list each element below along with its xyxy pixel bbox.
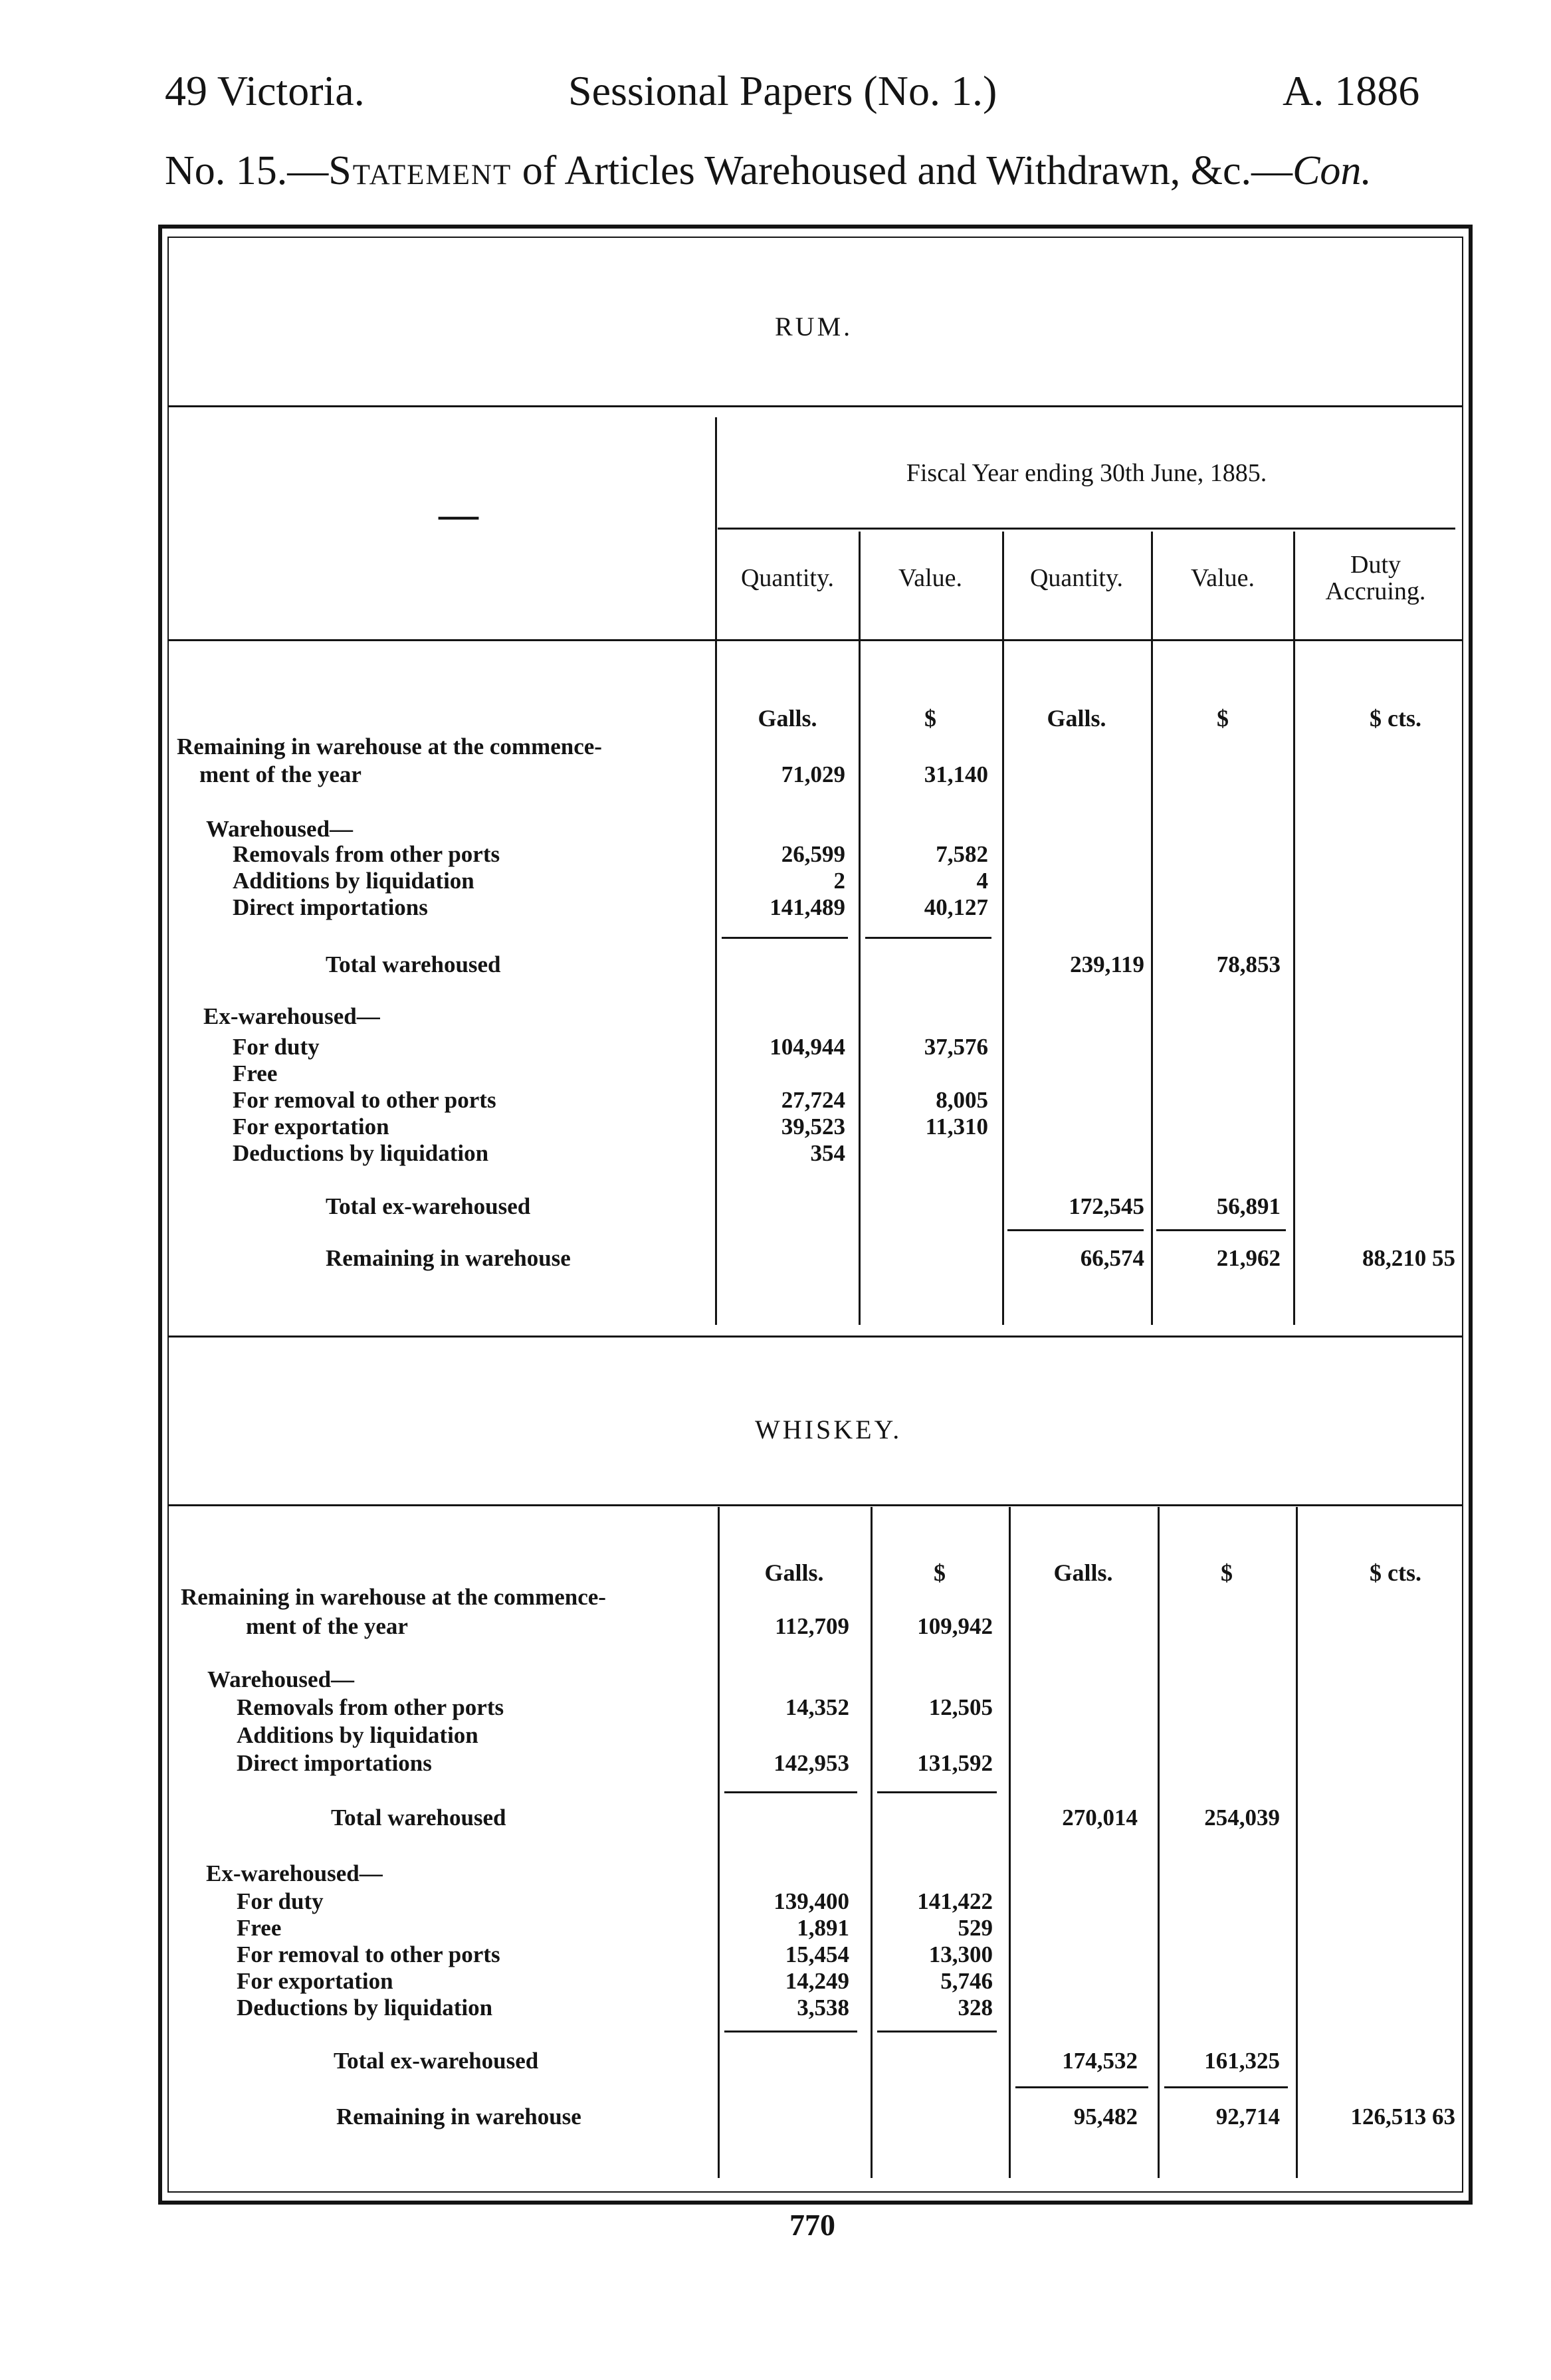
- header-left: 49 Victoria.: [165, 67, 365, 114]
- rum-export-val: 11,310: [925, 1114, 988, 1140]
- rum-unit-galls: Galls.: [758, 705, 817, 732]
- rum-unit-duty: $ cts.: [1370, 705, 1421, 732]
- whiskey-additions: Additions by liquidation: [237, 1722, 478, 1748]
- col-value-2: Value.: [1190, 564, 1255, 592]
- whiskey-sum-rule-5: [1015, 2086, 1148, 2088]
- rum-removal: For removal to other ports: [233, 1087, 496, 1113]
- whiskey-total-exwh: Total ex-warehoused: [334, 2048, 539, 2074]
- rum-total-warehoused: Total warehoused: [326, 951, 501, 977]
- rum-direct: Direct importations: [233, 894, 428, 920]
- rum-unit-dollar: $: [924, 705, 936, 732]
- rum-sum-rule-2: [865, 937, 991, 939]
- rum-for-duty: For duty: [233, 1034, 320, 1060]
- rum-title-rule: [167, 405, 1463, 407]
- whiskey-unit-duty: $ cts.: [1370, 1559, 1421, 1586]
- whiskey-sum-rule-6: [1164, 2086, 1288, 2088]
- rum-total-exwh: Total ex-warehoused: [326, 1193, 531, 1219]
- header-center: Sessional Papers (No. 1.): [568, 67, 997, 114]
- whiskey-remaining-start-line1: Remaining in warehouse at the commence-: [181, 1584, 606, 1610]
- whiskey-exwh-head: Ex-warehoused—: [206, 1860, 383, 1886]
- rum-removal-qty: 27,724: [781, 1087, 845, 1113]
- rum-remaining-qty: 66,574: [1080, 1245, 1144, 1271]
- rum-additions-val: 4: [976, 868, 988, 894]
- header-dash: —: [439, 492, 478, 536]
- rum-sum-rule-4: [1156, 1229, 1286, 1231]
- w-col-divider-3: [1009, 1507, 1011, 2178]
- header-right: A. 1886: [1283, 67, 1420, 114]
- whiskey-total-exwh-val: 161,325: [1204, 2048, 1280, 2074]
- whiskey-unit-galls2: Galls.: [1053, 1559, 1113, 1586]
- whiskey-export: For exportation: [237, 1968, 393, 1994]
- w-col-divider-2: [871, 1507, 873, 2178]
- whiskey-sum-rule-1: [724, 1791, 857, 1793]
- whiskey-free-qty: 1,891: [797, 1915, 849, 1941]
- rum-for-duty-qty: 104,944: [770, 1034, 845, 1060]
- whiskey-for-duty-qty: 139,400: [774, 1888, 849, 1914]
- rum-for-duty-val: 37,576: [924, 1034, 988, 1060]
- rum-removals-val: 7,582: [936, 841, 988, 867]
- rum-total-exwh-qty: 172,545: [1069, 1193, 1144, 1219]
- rum-remaining-start-val: 31,140: [924, 761, 988, 787]
- rum-section-title: RUM.: [775, 312, 853, 342]
- whiskey-for-duty: For duty: [237, 1888, 324, 1914]
- whiskey-title-rule: [167, 1504, 1463, 1506]
- whiskey-total-exwh-qty: 174,532: [1062, 2048, 1138, 2074]
- whiskey-remaining: Remaining in warehouse: [336, 2104, 581, 2130]
- whiskey-unit-dollar2: $: [1221, 1559, 1233, 1586]
- whiskey-deductions-qty: 3,538: [797, 1995, 849, 2021]
- w-col-divider-5: [1296, 1507, 1298, 2178]
- title-prefix: No. 15.—: [165, 148, 329, 193]
- title-rest: of Articles Warehoused and Withdrawn, &c.—: [512, 148, 1293, 193]
- col-divider-1: [715, 417, 717, 1325]
- col-duty-line1: Duty: [1350, 551, 1401, 579]
- whiskey-remaining-val: 92,714: [1215, 2104, 1280, 2130]
- whiskey-remaining-start-qty: 112,709: [775, 1613, 849, 1639]
- rum-remaining: Remaining in warehouse: [326, 1245, 571, 1271]
- rum-total-warehoused-qty: 239,119: [1070, 951, 1144, 977]
- whiskey-sum-rule-4: [877, 2031, 997, 2033]
- fiscal-year-header: Fiscal Year ending 30th June, 1885.: [906, 459, 1267, 487]
- whiskey-sum-rule-3: [724, 2031, 857, 2033]
- rum-remaining-start-line2: ment of the year: [199, 761, 362, 787]
- whiskey-removals: Removals from other ports: [237, 1694, 504, 1720]
- whiskey-total-warehoused-val: 254,039: [1204, 1805, 1280, 1831]
- rum-sum-rule-3: [1007, 1229, 1144, 1231]
- col-value-1: Value.: [898, 564, 963, 592]
- rum-free: Free: [233, 1060, 278, 1086]
- header-bottom-rule: [167, 639, 1463, 641]
- rum-export-qty: 39,523: [781, 1114, 845, 1140]
- whiskey-total-warehoused-qty: 270,014: [1062, 1805, 1138, 1831]
- rum-deductions: Deductions by liquidation: [233, 1140, 489, 1166]
- whiskey-remaining-duty: 126,513 63: [1350, 2104, 1455, 2130]
- rum-remaining-start-qty: 71,029: [781, 761, 845, 787]
- whiskey-removal-qty: 15,454: [785, 1941, 849, 1967]
- section-divider: [167, 1336, 1463, 1338]
- whiskey-section-title: WHISKEY.: [755, 1415, 902, 1444]
- rum-additions-qty: 2: [833, 868, 845, 894]
- rum-warehoused-head: Warehoused—: [206, 816, 354, 842]
- fiscal-rule: [718, 528, 1455, 530]
- whiskey-total-warehoused: Total warehoused: [331, 1805, 506, 1831]
- col-quantity-1: Quantity.: [740, 564, 834, 592]
- page-number: 770: [789, 2208, 835, 2242]
- whiskey-direct-qty: 142,953: [774, 1750, 849, 1776]
- whiskey-export-val: 5,746: [940, 1968, 993, 1994]
- rum-deductions-qty: 354: [810, 1140, 845, 1166]
- whiskey-unit-dollar: $: [934, 1559, 946, 1586]
- whiskey-removals-val: 12,505: [928, 1694, 993, 1720]
- rum-remaining-duty: 88,210 55: [1362, 1245, 1455, 1271]
- rum-removal-val: 8,005: [936, 1087, 988, 1113]
- col-divider-5: [1293, 532, 1295, 1325]
- whiskey-removals-qty: 14,352: [785, 1694, 849, 1720]
- title-main: Statement: [328, 148, 512, 193]
- whiskey-remaining-start-line2: ment of the year: [246, 1613, 408, 1639]
- whiskey-sum-rule-2: [877, 1791, 997, 1793]
- whiskey-deductions: Deductions by liquidation: [237, 1995, 493, 2021]
- rum-total-warehoused-val: 78,853: [1216, 951, 1281, 977]
- whiskey-deductions-val: 328: [958, 1995, 993, 2021]
- col-divider-2: [859, 532, 861, 1325]
- whiskey-free: Free: [237, 1915, 282, 1941]
- rum-direct-val: 40,127: [924, 894, 988, 920]
- col-duty: [1296, 551, 1455, 605]
- rum-removals-qty: 26,599: [781, 841, 845, 867]
- rum-removals: Removals from other ports: [233, 841, 500, 867]
- whiskey-removal-val: 13,300: [928, 1941, 993, 1967]
- whiskey-remaining-start-val: 109,942: [917, 1613, 993, 1639]
- whiskey-direct-val: 131,592: [917, 1750, 993, 1776]
- whiskey-free-val: 529: [958, 1915, 993, 1941]
- w-col-divider-1: [718, 1507, 720, 2178]
- rum-remaining-start-line1: Remaining in warehouse at the commence-: [177, 734, 602, 759]
- rum-remaining-val: 21,962: [1216, 1245, 1281, 1271]
- title-cont: Con.: [1292, 148, 1372, 193]
- whiskey-export-qty: 14,249: [785, 1968, 849, 1994]
- rum-export: For exportation: [233, 1114, 389, 1140]
- w-col-divider-4: [1158, 1507, 1160, 2178]
- whiskey-for-duty-val: 141,422: [917, 1888, 993, 1914]
- whiskey-direct: Direct importations: [237, 1750, 432, 1776]
- rum-direct-qty: 141,489: [770, 894, 845, 920]
- whiskey-removal: For removal to other ports: [237, 1941, 500, 1967]
- rum-exwh-head: Ex-warehoused—: [203, 1003, 380, 1029]
- col-quantity-2: Quantity.: [1029, 564, 1123, 592]
- whiskey-remaining-qty: 95,482: [1073, 2104, 1138, 2130]
- rum-sum-rule-1: [722, 937, 848, 939]
- rum-total-exwh-val: 56,891: [1216, 1193, 1281, 1219]
- whiskey-unit-galls: Galls.: [764, 1559, 824, 1586]
- whiskey-warehoused-head: Warehoused—: [207, 1666, 355, 1692]
- rum-additions: Additions by liquidation: [233, 868, 474, 894]
- col-duty-line2: Accruing.: [1325, 577, 1426, 605]
- rum-unit-galls2: Galls.: [1047, 705, 1106, 732]
- rum-unit-dollar2: $: [1217, 705, 1229, 732]
- page-title: [165, 148, 1372, 195]
